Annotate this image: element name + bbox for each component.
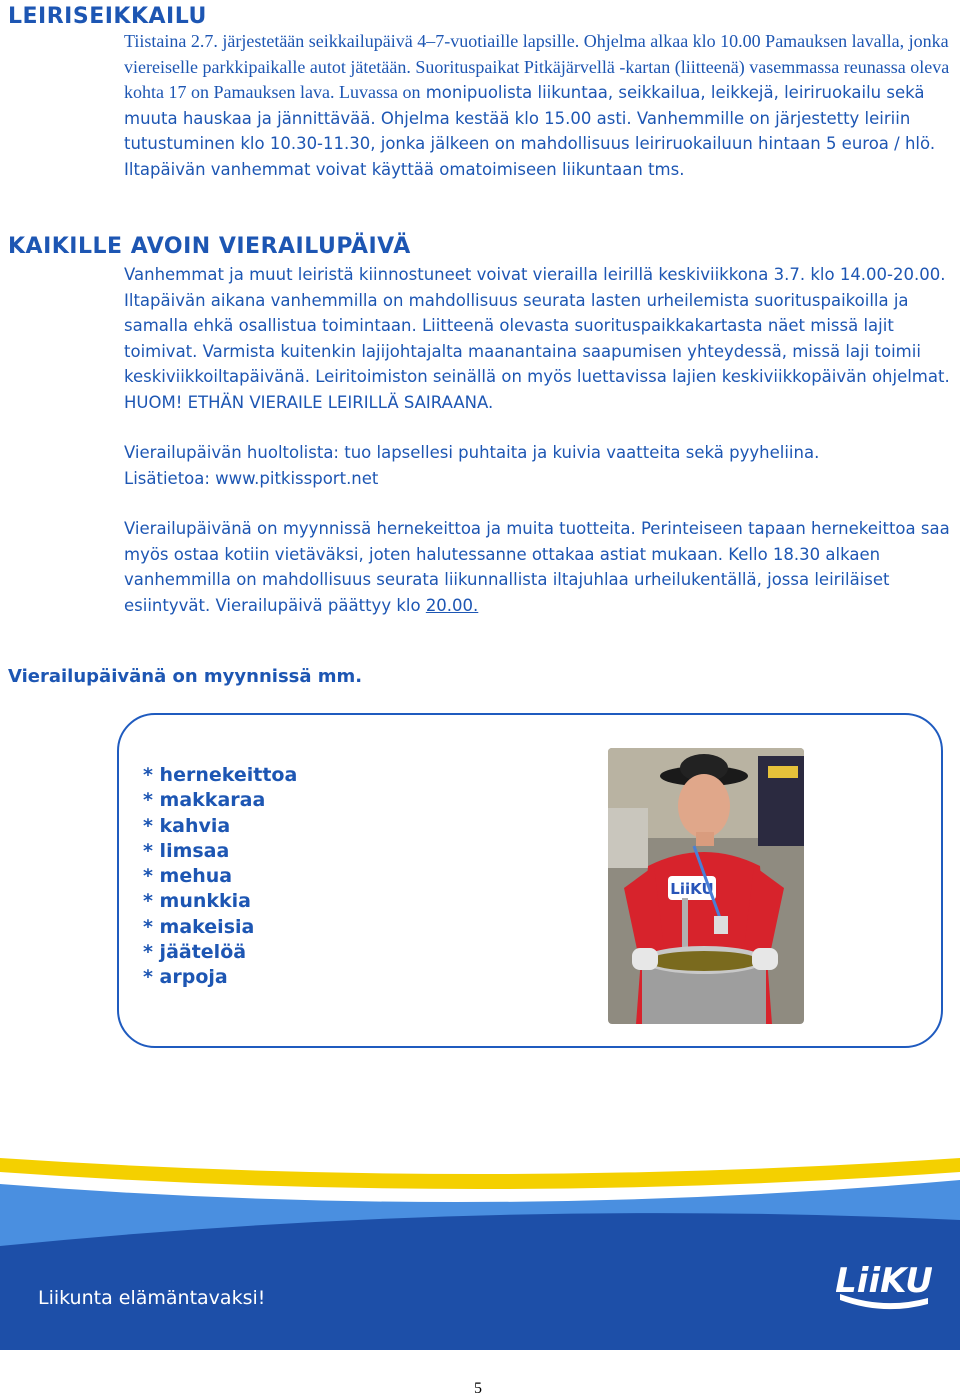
lisatietoa-link[interactable]: Lisätietoa: www.pitkissport.net — [124, 468, 379, 488]
huoltolista-text: Vierailupäivän huoltolista: tuo lapsellesi puhtaita ja kuivia vaatteita sekä pyyheliina. — [124, 443, 820, 462]
footer-wave-graphic — [0, 1150, 960, 1350]
shirt-logo-text: LiiKU — [670, 880, 714, 898]
myynti-paragraph — [124, 516, 956, 618]
sales-list — [143, 763, 297, 991]
list-item: * limsaa — [143, 839, 230, 862]
footer-banner — [0, 1150, 960, 1350]
list-item: * kahvia — [143, 814, 231, 837]
list-item: * makeisia — [143, 915, 255, 938]
leiriseikkailu-paragraph — [124, 29, 956, 182]
end-time-text: 20.00. — [425, 595, 479, 615]
leiriseikkailu-text-serif: Tiistaina 2.7. järjestetään seikkailupäivä 4–7-vuotiaille lapsille. Ohjelma alkaa klo 10.00 Pamauksen lavalla, jonka viereiselle parkkipaikalle autot jätetään. Suorituspaikat Pitkäjärvellä -kartan (liitteenä) vasemmassa reunassa oleva kohta 17 on Pamauksen lava. Luvassa on — [124, 31, 950, 102]
liiku-logo-text: LiiKU — [836, 1261, 932, 1301]
soup-photo-illustration — [608, 748, 804, 1024]
list-item: * hernekeittoa — [143, 764, 298, 786]
sales-heading: Vierailupäivänä on myynnissä mm. — [8, 666, 363, 687]
list-item: * munkkia — [143, 890, 252, 913]
liiku-logo — [836, 1254, 932, 1312]
list-item: * makkaraa — [143, 789, 266, 812]
list-item: * jäätelöä — [143, 941, 247, 964]
footer-slogan: Liikunta elämäntavaksi! — [38, 1287, 266, 1309]
list-item: * mehua — [143, 865, 233, 888]
soup-photo — [608, 748, 804, 1024]
huoltolista-paragraph — [124, 440, 956, 491]
page-number: 5 — [474, 1380, 482, 1397]
vierailupaiva-paragraph: Vanhemmat ja muut leiristä kiinnostuneet voivat vierailla leirillä keskiviikkona 3.7. klo 14.00-20.00. Iltapäivän aikana vanhemmilla on mahdollisuus seurata lasten urheilemista suorituspaikoilla ja samalla ehkä osallistua toimintaan. Liitteenä olevasta suorituspaikkakartasta näet missä lajit toimivat. Varmista kuitenkin lajijohtajalta maanantaina saapumisen yhteydessä, missä laji toimii keskiviikkoiltapäivänä. Leiritoimiston seinällä on myös luettavissa lajien keskiviikkopäivän ohjelmat. HUOM! ETHÄN VIERAILE LEIRILLÄ SAIRAANA. — [124, 265, 950, 412]
list-item: * arpoja — [143, 966, 228, 989]
section-heading-leiriseikkailu: LEIRISEIKKAILU — [8, 4, 207, 29]
myynti-text: Vierailupäivänä on myynnissä hernekeittoa ja muita tuotteita. Perinteiseen tapaan hernekeittoa saa myös ostaa kotiin vietäväksi, joten halutessanne ottakaa astiat mukaan. Kello 18.30 alkaen vanhemmilla on mahdollisuus seurata liikunnallista iltajuhlaa urheilukentällä, jossa leiriläiset esiintyvät. Vierailupäivä päättyy klo — [124, 519, 950, 615]
section-heading-vierailupaiva: KAIKILLE AVOIN VIERAILUPÄIVÄ — [8, 234, 411, 259]
leiriseikkailu-text-sans: monipuolista liikuntaa, seikkailua, leikkejä, leiriruokailu sekä muuta hauskaa ja jännittävää. Ohjelma kestää klo 15.00 asti. Vanhemmille on järjestetty leiriin tutustuminen klo 10.30-11.30, jonka jälkeen on mahdollisuus leiriruokailuun hintaan 5 euroa / hlö. Iltapäivän vanhemmat voivat käyttää omatoimiseen liikuntaan tms. — [124, 83, 936, 179]
liiku-logo-graphic — [836, 1254, 932, 1312]
